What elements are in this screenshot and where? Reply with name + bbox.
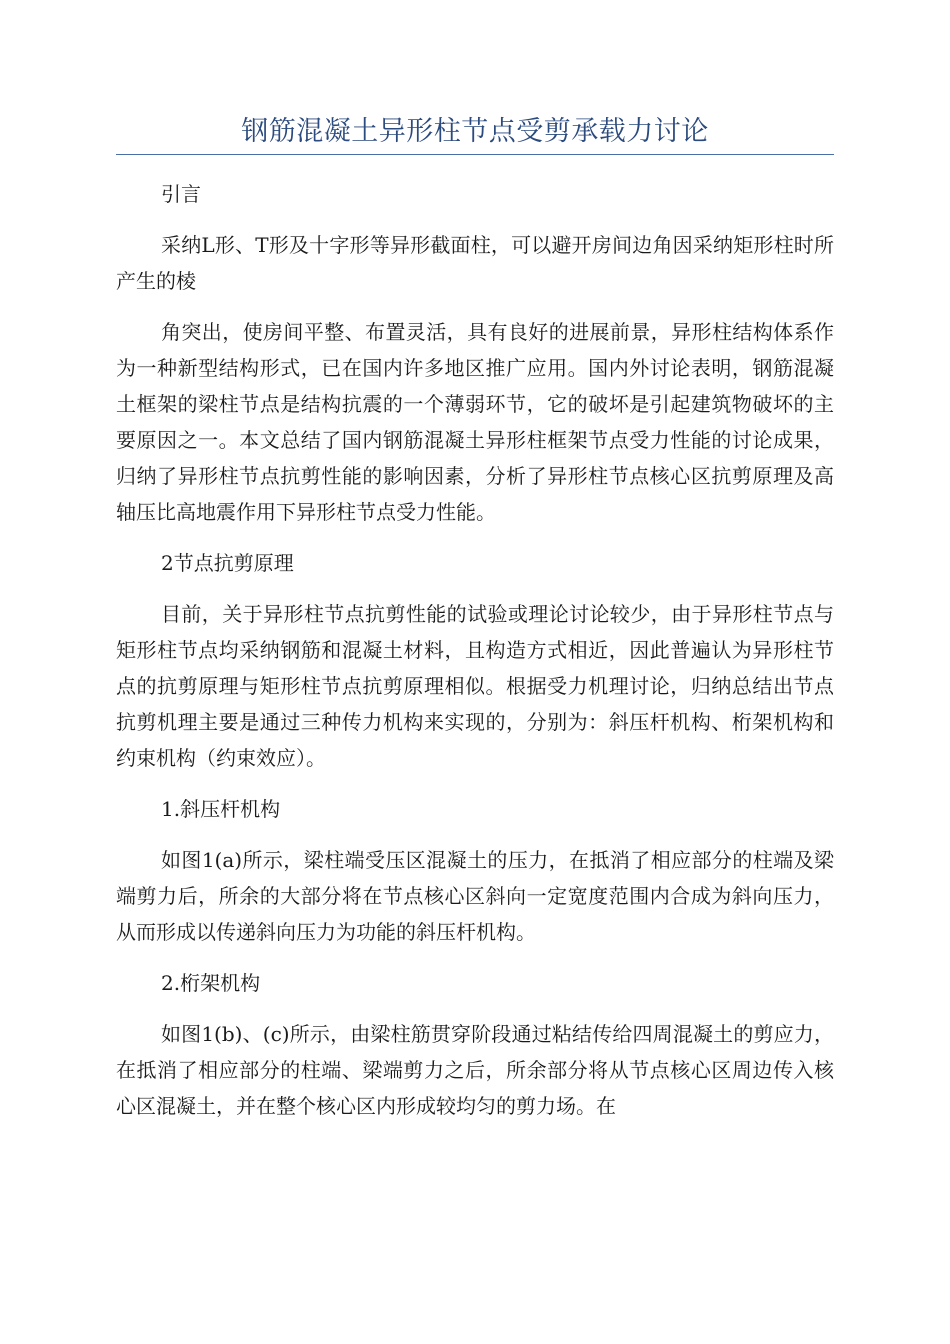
title-underline [116, 154, 834, 155]
intro-heading: 引言 [161, 182, 201, 206]
subsection-2-paragraph: 如图1(b)、(c)所示，由梁柱筋贯穿阶段通过粘结传给四周混凝土的剪应力，在抵消了相应部分的柱端、梁端剪力之后，所余部分将从节点核心区周边传入核心区混凝土，并在整个核心区内形成较均匀的剪力场。在 [116, 1022, 834, 1118]
document-body [116, 176, 834, 1139]
subsection-2-heading: 2.桁架机构 [161, 971, 261, 995]
section-2-paragraph: 目前，关于异形柱节点抗剪性能的试验或理论讨论较少，由于异形柱节点与矩形柱节点均采纳钢筋和混凝土材料，且构造方式相近，因此普遍认为异形柱节点的抗剪原理与矩形柱节点抗剪原理相似。根据受力机理讨论，归纳总结出节点抗剪机理主要是通过三种传力机构来实现的，分别为：斜压杆机构、桁架机构和约束机构（约束效应）。 [116, 602, 834, 770]
document-title: 钢筋混凝土异形柱节点受剪承载力讨论 [241, 116, 709, 147]
section-2-heading: 2节点抗剪原理 [161, 551, 294, 575]
intro-paragraph-1: 采纳L形、T形及十字形等异形截面柱，可以避开房间边角因采纳矩形柱时所产生的棱 [116, 233, 834, 293]
subsection-1-paragraph: 如图1(a)所示，梁柱端受压区混凝土的压力，在抵消了相应部分的柱端及梁端剪力后，所余的大部分将在节点核心区斜向一定宽度范围内合成为斜向压力，从而形成以传递斜向压力为功能的斜压杆机构。 [116, 848, 834, 944]
intro-paragraph-2: 角突出，使房间平整、布置灵活，具有良好的进展前景，异形柱结构体系作为一种新型结构形式，已在国内许多地区推广应用。国内外讨论表明，钢筋混凝土框架的梁柱节点是结构抗震的一个薄弱环节，它的破坏是引起建筑物破坏的主要原因之一。本文总结了国内钢筋混凝土异形柱框架节点受力性能的讨论成果，归纳了异形柱节点抗剪性能的影响因素，分析了异形柱节点核心区抗剪原理及高轴压比高地震作用下异形柱节点受力性能。 [116, 320, 834, 524]
subsection-1-heading: 1.斜压杆机构 [161, 797, 281, 821]
